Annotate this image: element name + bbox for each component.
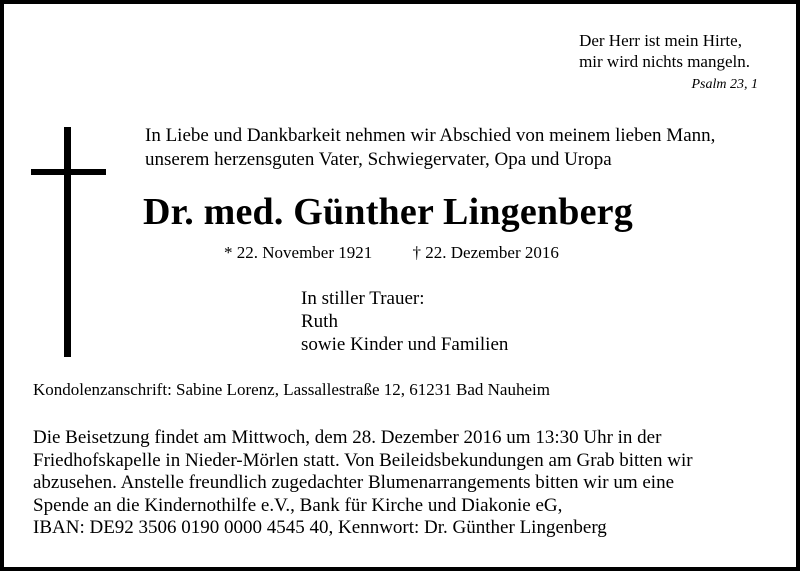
mourners-line: sowie Kinder und Familien xyxy=(301,334,509,355)
birth-date: * 22. November 1921 xyxy=(224,243,373,262)
cross-icon xyxy=(64,127,71,357)
intro-line: In Liebe und Dankbarkeit nehmen wir Abschied von meinem lieben Mann, xyxy=(145,125,716,146)
condolence-address: Kondolenzanschrift: Sabine Lorenz, Lassallestraße 12, 61231 Bad Nauheim xyxy=(33,380,550,399)
funeral-details xyxy=(33,427,773,540)
intro-line: unserem herzensguten Vater, Schwiegervater, Opa und Uropa xyxy=(145,149,612,170)
funeral-line: IBAN: DE92 3506 0190 0000 4545 40, Kennwort: Dr. Günther Lingenberg xyxy=(33,517,607,538)
verse-reference: Psalm 23, 1 xyxy=(691,77,758,92)
funeral-line: abzusehen. Anstelle freundlich zugedachter Blumenarrangements bitten wir um eine xyxy=(33,472,675,493)
funeral-line: Friedhofskapelle in Nieder-Mörlen statt. Von Beileidsbekundungen am Grab bitten wir xyxy=(33,449,693,471)
farewell-intro xyxy=(145,124,715,172)
bible-verse xyxy=(579,30,750,72)
deceased-name: Dr. med. Günther Lingenberg xyxy=(143,191,633,233)
funeral-line: Spende an die Kindernothilfe e.V., Bank für Kirche und Diakonie eG, xyxy=(33,494,563,516)
mourners-line: In stiller Trauer: xyxy=(301,288,425,309)
life-dates xyxy=(224,243,559,263)
verse-line: Der Herr ist mein Hirte, xyxy=(579,31,742,50)
death-date: † 22. Dezember 2016 xyxy=(412,243,559,262)
verse-line: mir wird nichts mangeln. xyxy=(579,52,750,71)
mourners-block xyxy=(301,287,508,356)
mourners-line: Ruth xyxy=(301,311,338,332)
funeral-line: Die Beisetzung findet am Mittwoch, dem 28. Dezember 2016 um 13:30 Uhr in der xyxy=(33,427,662,448)
cross-icon-bar xyxy=(31,169,106,175)
